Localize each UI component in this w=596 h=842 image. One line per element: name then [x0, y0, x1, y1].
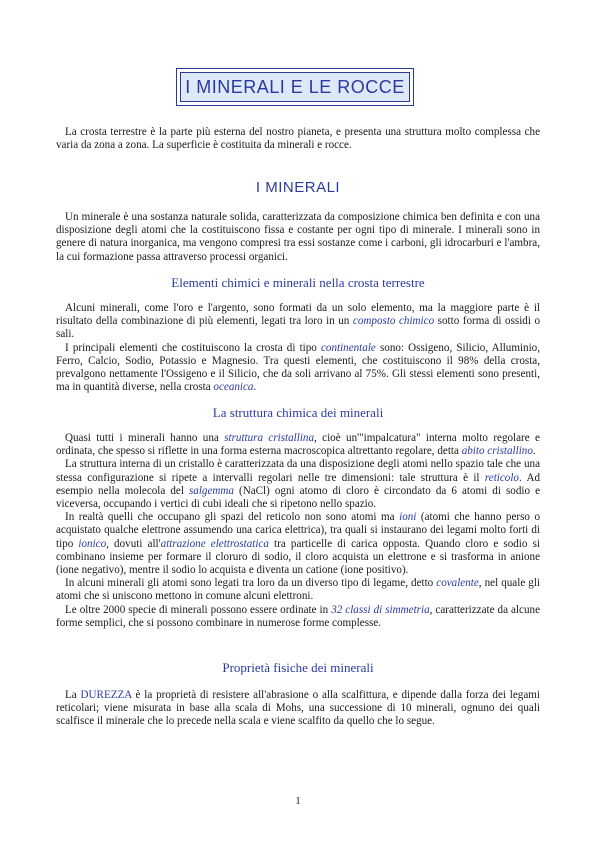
minerali-paragraph: Un minerale è una sostanza naturale solida, caratterizzata da composizione chimica ben definita e con una disposizione degli atomi che la costituiscono fissa e costante per ogni tipo di minerale. I minerali sono in genere di natura inorganica, ma vengono compresi tra essi sostanze come i carboni, gli idrocarburi e l'ambra, la cui formazione passa attraverso processi organici.	[56, 211, 540, 263]
keyword-ioni: ioni	[399, 511, 417, 524]
keyword-durezza: DUREZZA	[80, 689, 132, 701]
page-title: I MINERALI E LE ROCCE	[180, 72, 410, 102]
struttura-body	[56, 432, 540, 630]
keyword-attrazione-elettrostatica: attrazione elettrostatica	[160, 537, 269, 550]
struttura-paragraph-4: In alcuni minerali gli atomi sono legati tra loro da un diverso tipo di legame, detto covalente, nel quale gli atomi che si uniscono mettono in comune alcuni elettroni.	[56, 577, 540, 603]
keyword-classi-di-simmetria: 32 classi di simmetria	[331, 603, 430, 616]
struttura-paragraph-1: Quasi tutti i minerali hanno una struttura cristallina, cioè un'"impalcatura" interna molto regolare e ordinata, che spesso si riflette in una forma esterna macroscopica altrettanto regolare, detta abito cristallino.	[56, 432, 540, 458]
elementi-body	[56, 302, 540, 394]
keyword-ionico: ionico	[78, 537, 107, 550]
keyword-abito-cristallino: abito cristallino	[461, 445, 533, 458]
struttura-paragraph-5: Le oltre 2000 specie di minerali possono essere ordinate in 32 classi di simmetria, caratterizzate da alcune forme semplici, che si possono combinare in numerose forme complesse.	[56, 603, 540, 629]
subheading-struttura: La struttura chimica dei minerali	[212, 405, 384, 420]
proprieta-body	[56, 689, 540, 729]
keyword-struttura-cristallina: struttura cristallina	[224, 432, 315, 444]
keyword-reticolo: reticolo	[484, 471, 519, 484]
keyword-salgemma: salgemma	[188, 484, 234, 497]
keyword-covalente: covalente	[436, 577, 479, 590]
struttura-paragraph-3: In realtà quelli che occupano gli spazi del reticolo non sono atomi ma ioni (atomi che hanno perso o acquistato qualche elettrone assumendo una carica elettrica), tra quali si instaurano dei legami molto forti di tipo ionico, dovuti all'attrazione elettrostatica tra particelle di carica opposta. Quando cloro e sodio si combinano insieme per formare il cloruro di sodio, il cloro acquista un elettrone e si trasforma in anione (ione negativo), mentre il sodio lo acquista e diventa un catione (ione positivo).	[56, 511, 540, 577]
intro-paragraph: La crosta terrestre è la parte più esterna del nostro pianeta, e presenta una struttura molto complessa che varia da zona a zona. La superficie è costituita da minerali e rocce.	[56, 126, 540, 152]
proprieta-paragraph-1: La DUREZZA è la proprietà di resistere all'abrasione o alla scalfittura, e dipende dalla forza dei legami reticolari; viene misurata in base alla scala di Mohs, una successione di 10 minerali, ognuno dei quali scalfisce il minerale che lo precede nella scala e viene scalfito da quello che lo segue.	[56, 689, 540, 728]
subheading-elementi: Elementi chimici e minerali nella crosta terrestre	[171, 275, 425, 290]
section-heading-minerali: I MINERALI	[255, 179, 341, 196]
page-number: 1	[295, 795, 301, 807]
keyword-oceanica: oceanica	[213, 381, 254, 394]
keyword-continentale: continentale	[320, 341, 376, 354]
elementi-paragraph-2: I principali elementi che costituiscono la crosta di tipo continentale sono: Ossigeno, Silicio, Alluminio, Ferro, Calcio, Sodio, Potassio e Magnesio. Tra questi elementi, che costituiscono il 98% della crosta, prevalgono nettamente l'Ossigeno e il Silicio, che da soli arrivano al 75%. Gli stessi elementi sono presenti, ma in quantità diverse, nella crosta oceanica.	[56, 341, 541, 394]
keyword-composto-chimico: composto chimico	[352, 315, 435, 328]
title-box	[176, 68, 414, 106]
elementi-paragraph-1: Alcuni minerali, come l'oro e l'argento, sono formati da un solo elemento, ma la maggiore parte è il risultato della combinazione di più elementi, legati tra loro in un composto chimico sotto forma di ossidi o sali.	[56, 302, 541, 341]
struttura-paragraph-2: La struttura interna di un cristallo è caratterizzata da una disposizione degli atomi nello spazio tale che una stessa configurazione si ripete a intervalli regolari nelle tre dimensioni: tale struttura è il reticolo. Ad esempio nella molecola del salgemma (NaCl) ogni atomo di cloro è circondato da 6 atomi di sodio e viceversa, occupando i vertici di cubi ideali che si ripetono nello spazio.	[56, 458, 541, 511]
subheading-proprieta: Proprietà fisiche dei minerali	[222, 660, 374, 675]
